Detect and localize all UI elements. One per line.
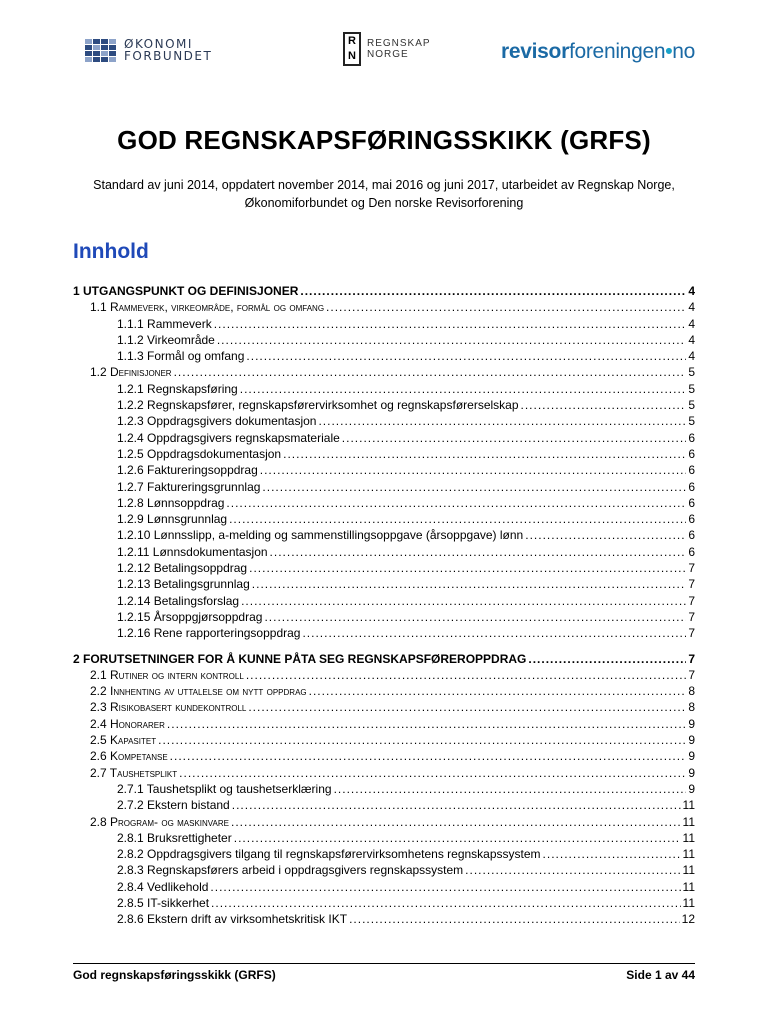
toc-entry-page: 11 — [682, 879, 695, 894]
toc-entry-page: 11 — [682, 798, 695, 813]
toc-entry-label: 1.1.2 Virkeområde — [117, 332, 215, 347]
footer-divider — [73, 963, 695, 964]
toc-entry-page: 6 — [688, 544, 695, 559]
toc-entry-label: 2.6 Kompetanse — [90, 749, 168, 764]
regnskap-norge-logo — [343, 32, 431, 66]
toc-leader-dots — [226, 496, 686, 510]
toc-entry[interactable] — [73, 831, 695, 847]
toc-entry-label: 1 UTGANGSPUNKT OG DEFINISJONER — [73, 284, 299, 298]
toc-entry-page: 11 — [682, 830, 695, 845]
toc-entry[interactable] — [73, 594, 695, 610]
toc-entry-label: 1.2.10 Lønnsslipp, a-melding og sammenstillingsoppgave (årsoppgave) lønn — [117, 528, 524, 543]
toc-entry-page: 5 — [688, 414, 695, 429]
toc-entry[interactable] — [73, 545, 695, 561]
toc-entry-label: 2.4 Honorarer — [90, 716, 165, 731]
toc-entry-label: 2.1 Rutiner og intern kontroll — [90, 667, 244, 682]
toc-entry-label: 2.2 Innhenting av uttalelse om nytt oppdrag — [90, 684, 307, 699]
toc-leader-dots — [543, 847, 681, 861]
toc-entry[interactable] — [73, 382, 695, 398]
toc-entry[interactable] — [73, 652, 695, 668]
toc-leader-dots — [300, 284, 686, 298]
toc-entry[interactable] — [73, 463, 695, 479]
toc-entry-page: 9 — [688, 733, 695, 748]
toc-entry[interactable] — [73, 333, 695, 349]
footer-page-number: Side 1 av 44 — [626, 968, 695, 982]
toc-leader-dots — [283, 447, 686, 461]
toc-entry[interactable] — [73, 733, 695, 749]
toc-leader-dots — [260, 463, 687, 477]
toc-entry[interactable] — [73, 496, 695, 512]
toc-entry-label: 1.2.7 Faktureringsgrunnlag — [117, 479, 261, 494]
toc-entry-label: 2.8.5 IT-sikkerhet — [117, 895, 210, 910]
toc-entry-page: 9 — [688, 716, 695, 731]
toc-leader-dots — [334, 782, 687, 796]
toc-entry[interactable] — [73, 317, 695, 333]
toc-entry-label: 1.2.5 Oppdragsdokumentasjon — [117, 446, 282, 461]
toc-entry-page: 4 — [688, 316, 695, 331]
footer-document-name: God regnskapsføringsskikk (GRFS) — [73, 968, 276, 982]
toc-leader-dots — [158, 733, 686, 747]
toc-leader-dots — [214, 317, 687, 331]
toc-entry-label: 1.2.13 Betalingsgrunnlag — [117, 577, 250, 592]
toc-leader-dots — [217, 333, 686, 347]
toc-entry[interactable] — [73, 577, 695, 593]
toc-entry[interactable] — [73, 414, 695, 430]
toc-entry-page: 5 — [688, 398, 695, 413]
toc-leader-dots — [211, 896, 680, 910]
toc-entry[interactable] — [73, 749, 695, 765]
okonomiforbundet-mark-icon — [85, 39, 116, 62]
toc-leader-dots — [229, 512, 686, 526]
regnskap-norge-mark-icon: R N — [343, 32, 361, 66]
toc-entry[interactable] — [73, 717, 695, 733]
toc-leader-dots — [326, 300, 686, 314]
toc-entry-page: 11 — [682, 863, 695, 878]
toc-leader-dots — [174, 365, 687, 379]
toc-entry[interactable] — [73, 512, 695, 528]
toc-leader-dots — [465, 863, 680, 877]
toc-entry-page: 6 — [688, 528, 695, 543]
document-subtitle: Standard av juni 2014, oppdatert november 2014, mai 2016 og juni 2017, utarbeidet av Regnskap Norge, Økonomiforbundet og Den norske Revisorforening — [93, 178, 675, 210]
toc-entry-label: 1.1.1 Rammeverk — [117, 316, 212, 331]
toc-leader-dots — [521, 398, 687, 412]
toc-entry-page: 7 — [688, 667, 695, 682]
toc-entry-page: 6 — [688, 512, 695, 527]
toc-entry-page: 4 — [688, 349, 695, 364]
toc-entry[interactable] — [73, 349, 695, 365]
okonomiforbundet-logo — [85, 38, 212, 62]
toc-entry[interactable] — [73, 782, 695, 798]
regnskap-norge-line-2: NORGE — [367, 49, 409, 60]
toc-entry-page: 4 — [688, 284, 695, 298]
toc-entry-label: 2.5 Kapasitet — [90, 733, 157, 748]
toc-entry[interactable] — [73, 528, 695, 544]
toc-entry-label: 2.7.2 Ekstern bistand — [117, 798, 230, 813]
toc-entry-label: 1.2.14 Betalingsforslag — [117, 593, 240, 608]
toc-entry-label: 1.2.12 Betalingsoppdrag — [117, 561, 248, 576]
toc-leader-dots — [246, 668, 687, 682]
toc-entry-page: 7 — [688, 593, 695, 608]
toc-leader-dots — [342, 431, 687, 445]
toc-entry-page: 9 — [688, 781, 695, 796]
toc-entry-label: 1.2.8 Lønnsoppdrag — [117, 495, 225, 510]
toc-entry-page: 7 — [688, 609, 695, 624]
toc-entry-page: 11 — [682, 847, 695, 862]
toc-entry-page: 5 — [688, 365, 695, 380]
toc-entry[interactable] — [73, 684, 695, 700]
toc-entry[interactable] — [73, 610, 695, 626]
toc-entry-label: 2.8.1 Bruksrettigheter — [117, 830, 232, 845]
toc-entry-page: 7 — [688, 577, 695, 592]
toc-leader-dots — [232, 798, 681, 812]
toc-entry-label: 2.8.3 Regnskapsførers arbeid i oppdragsgivers regnskapssystem — [117, 863, 464, 878]
toc-entry-label: 1.2.11 Lønnsdokumentasjon — [117, 544, 268, 559]
toc-entry[interactable] — [73, 815, 695, 831]
document-title: GOD REGNSKAPSFØRINGSSKIKK (GRFS) — [117, 125, 651, 155]
toc-entry[interactable] — [73, 798, 695, 814]
toc-entry[interactable] — [73, 766, 695, 782]
toc-leader-dots — [252, 577, 687, 591]
toc-leader-dots — [302, 626, 686, 640]
okonomiforbundet-line-1: ØKONOMI — [124, 37, 193, 51]
header-logos — [0, 30, 768, 70]
toc-entry[interactable] — [73, 863, 695, 879]
toc-entry-page: 4 — [688, 300, 695, 315]
toc-entry-page: 8 — [688, 700, 695, 715]
toc-entry[interactable] — [73, 431, 695, 447]
toc-entry-page: 6 — [688, 479, 695, 494]
toc-entry-page: 6 — [688, 495, 695, 510]
toc-entry-label: 1.2 Definisjoner — [90, 365, 172, 380]
toc-entry-page: 9 — [688, 765, 695, 780]
toc-entry-label: 2.3 Risikobasert kundekontroll — [90, 700, 247, 715]
toc-entry[interactable] — [73, 561, 695, 577]
revisorforeningen-logo: revisorforeningen•no — [501, 40, 696, 63]
toc-entry[interactable] — [73, 668, 695, 684]
toc-entry[interactable] — [73, 896, 695, 912]
toc-entry-label: 1.2.16 Rene rapporteringsoppdrag — [117, 626, 301, 641]
toc-entry-page: 7 — [688, 651, 695, 666]
toc-heading: Innhold — [73, 240, 149, 263]
toc-entry[interactable] — [73, 700, 695, 716]
toc-entry[interactable] — [73, 284, 695, 300]
toc-entry-label: 1.1 Rammeverk, virkeområde, formål og omfang — [90, 300, 325, 315]
toc-entry-label: 2.7 Taushetsplikt — [90, 765, 178, 780]
toc-leader-dots — [179, 766, 686, 780]
regnskap-norge-line-1: REGNSKAP — [367, 38, 431, 49]
toc-entry[interactable] — [73, 300, 695, 316]
toc-leader-dots — [525, 528, 686, 542]
toc-entry-page: 12 — [681, 912, 695, 927]
toc-entry-page: 11 — [682, 895, 695, 910]
toc-entry[interactable] — [73, 447, 695, 463]
toc-leader-dots — [309, 684, 687, 698]
toc-leader-dots — [234, 831, 681, 845]
toc-entry[interactable] — [73, 626, 695, 642]
table-of-contents — [73, 284, 695, 929]
toc-entry-label: 1.2.2 Regnskapsfører, regnskapsførervirksomhet og regnskapsførerselskap — [117, 398, 519, 413]
toc-entry-page: 11 — [682, 814, 695, 829]
toc-entry-page: 6 — [688, 463, 695, 478]
toc-entry-page: 4 — [688, 332, 695, 347]
toc-leader-dots — [349, 912, 680, 926]
toc-entry-page: 6 — [688, 446, 695, 461]
toc-entry-label: 1.1.3 Formål og omfang — [117, 349, 245, 364]
toc-entry-label: 1.2.1 Regnskapsføring — [117, 381, 238, 396]
toc-entry-label: 1.2.15 Årsoppgjørsoppdrag — [117, 609, 263, 624]
toc-leader-dots — [240, 382, 687, 396]
toc-entry-page: 8 — [688, 684, 695, 699]
toc-leader-dots — [210, 880, 680, 894]
toc-entry[interactable] — [73, 912, 695, 928]
toc-entry[interactable] — [73, 880, 695, 896]
toc-leader-dots — [248, 700, 686, 714]
toc-entry-page: 9 — [688, 749, 695, 764]
toc-entry[interactable] — [73, 480, 695, 496]
toc-entry-page: 5 — [688, 381, 695, 396]
toc-entry-label: 1.2.4 Oppdragsgivers regnskapsmateriale — [117, 430, 340, 445]
toc-entry-label: 1.2.9 Lønnsgrunnlag — [117, 512, 228, 527]
toc-leader-dots — [249, 561, 686, 575]
toc-entry-page: 6 — [688, 430, 695, 445]
toc-leader-dots — [167, 717, 686, 731]
toc-leader-dots — [246, 349, 686, 363]
toc-entry[interactable] — [73, 847, 695, 863]
toc-entry-label: 2.8.2 Oppdragsgivers tilgang til regnskapsførervirksomhetens regnskapssystem — [117, 847, 541, 862]
toc-leader-dots — [170, 749, 687, 763]
toc-entry[interactable] — [73, 398, 695, 414]
toc-entry-label: 2.7.1 Taushetsplikt og taushetserklæring — [117, 781, 332, 796]
toc-entry-label: 2.8.6 Ekstern drift av virksomhetskritisk IKT — [117, 912, 348, 927]
toc-leader-dots — [270, 545, 687, 559]
toc-leader-dots — [528, 652, 686, 666]
toc-entry[interactable] — [73, 365, 695, 381]
toc-leader-dots — [264, 610, 686, 624]
toc-leader-dots — [241, 594, 686, 608]
toc-leader-dots — [262, 480, 686, 494]
toc-entry-label: 1.2.6 Faktureringsoppdrag — [117, 463, 258, 478]
toc-entry-label: 1.2.3 Oppdragsgivers dokumentasjon — [117, 414, 317, 429]
toc-entry-label: 2 FORUTSETNINGER FOR Å KUNNE PÅTA SEG REGNSKAPSFØREROPPDRAG — [73, 651, 527, 666]
toc-entry-label: 2.8 Program- og maskinvare — [90, 814, 229, 829]
okonomiforbundet-line-2: FORBUNDET — [124, 49, 213, 63]
toc-leader-dots — [231, 815, 681, 829]
toc-entry-page: 7 — [688, 626, 695, 641]
toc-leader-dots — [318, 414, 686, 428]
toc-entry-label: 2.8.4 Vedlikehold — [117, 879, 209, 894]
toc-entry-page: 7 — [688, 561, 695, 576]
